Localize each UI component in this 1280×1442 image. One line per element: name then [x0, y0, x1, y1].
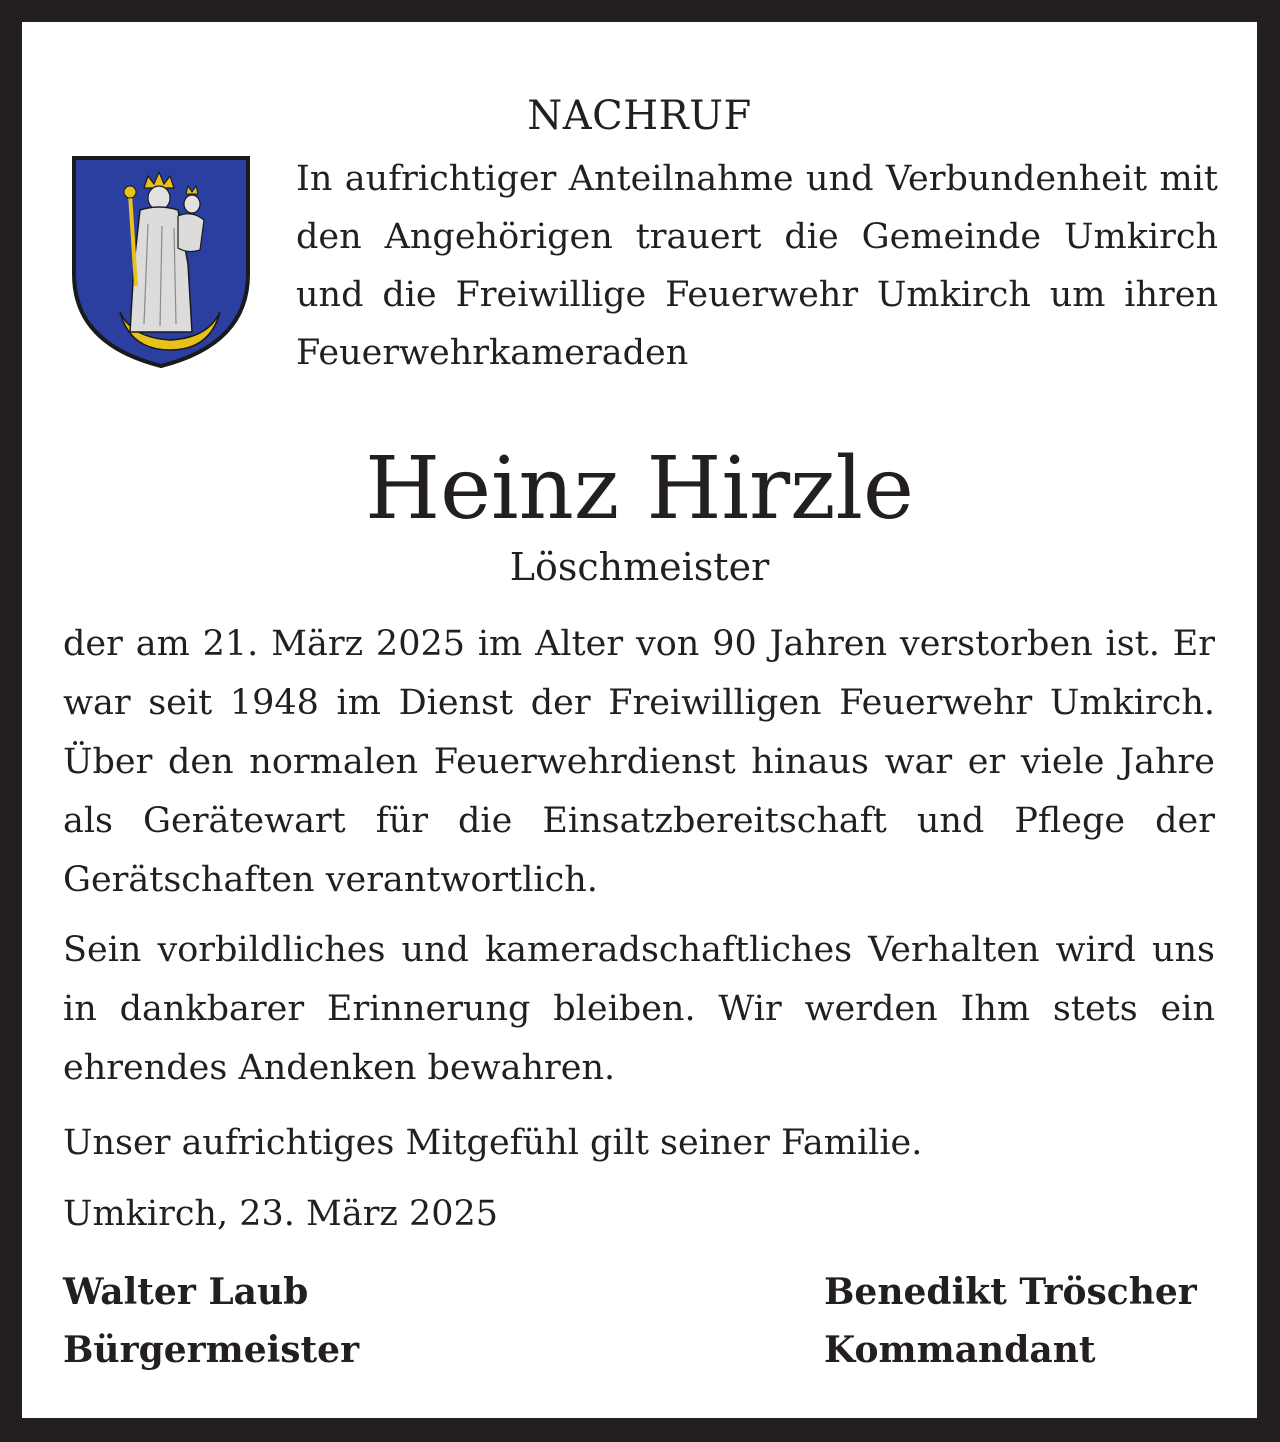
body-paragraph-2: Sein vorbildliches und kameradschaftliches Verhalten wird uns in dankbarer Erinnerung bleiben. Wir werden Ihm stets ein ehrendes Andenken bewahren. — [63, 930, 1215, 1088]
signatory-title: Bürgermeister — [63, 1329, 360, 1371]
body-paragraph-3: Unser aufrichtiges Mitgefühl gilt seiner Familie. — [63, 1123, 923, 1163]
heading: NACHRUF — [527, 93, 752, 139]
signatory-title: Kommandant — [824, 1329, 1096, 1371]
signatory-name: Benedikt Tröscher — [824, 1271, 1197, 1313]
signatory-commander — [824, 1263, 1197, 1379]
coat-of-arms-icon — [70, 154, 252, 370]
signatory-name: Walter Laub — [63, 1271, 309, 1313]
place-date: Umkirch, 23. März 2025 — [63, 1194, 499, 1234]
intro-text: In aufrichtiger Anteilnahme und Verbundenheit mit den Angehörigen trauert die Gemeinde Umkirch und die Freiwillige Feuerwehr Umkirch um ihren Feuerwehrkameraden — [296, 159, 1218, 373]
deceased-name: Heinz Hirzle — [365, 439, 914, 539]
obituary-card — [22, 22, 1257, 1418]
body-paragraph-1: der am 21. März 2025 im Alter von 90 Jahren verstorben ist. Er war seit 1948 im Dienst der Freiwilligen Feuerwehr Umkirch. Über den normalen Feuerwehrdienst hinaus war er viele Jahre als Gerätewart für die Einsatzbereitschaft und Pflege der Gerätschaften verantwortlich. — [63, 624, 1215, 900]
signatory-mayor — [63, 1263, 359, 1379]
deceased-rank: Löschmeister — [509, 545, 770, 589]
